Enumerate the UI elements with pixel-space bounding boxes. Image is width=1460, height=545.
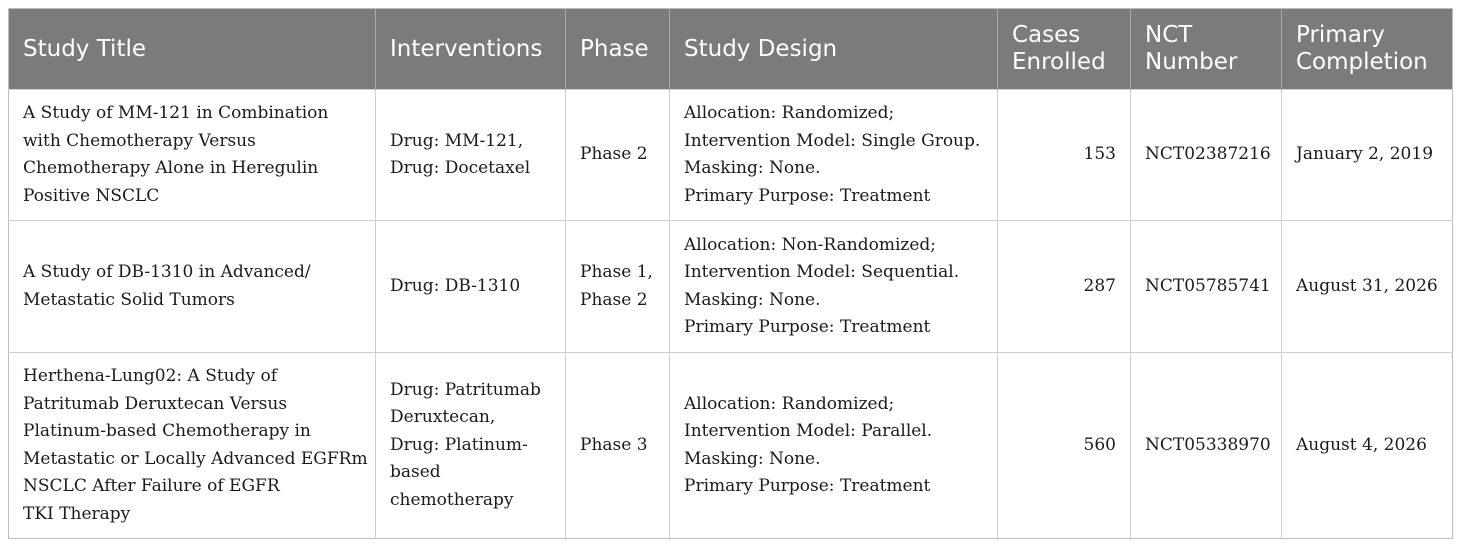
- cell-study-design: [670, 221, 998, 353]
- text-line: Masking: None.: [684, 158, 821, 178]
- text-line: Primary Purpose: Treatment: [684, 476, 931, 496]
- header-nct-number: [1131, 9, 1282, 90]
- text-line: Positive NSCLC: [23, 185, 160, 206]
- header-row: [9, 9, 1453, 90]
- text-line: Drug: Patritumab: [390, 379, 541, 400]
- header-primary-completion: [1282, 9, 1453, 90]
- text-line: Allocation: Randomized;: [684, 103, 895, 123]
- header-cases-enrolled-line: Enrolled: [1012, 49, 1106, 75]
- text-line: Masking: None.: [684, 289, 821, 310]
- header-primary-completion-line: Completion: [1296, 49, 1428, 75]
- cell-phase: [566, 221, 670, 353]
- text-line: Masking: None.: [684, 448, 821, 469]
- cell-interventions: [376, 90, 566, 221]
- table-row: [9, 221, 1453, 353]
- header-nct-number-line: NCT: [1145, 22, 1193, 48]
- clinical-trials-table: [8, 8, 1453, 539]
- cell-cases-enrolled: 153: [998, 90, 1131, 221]
- text-line: Platinum-based Chemotherapy in: [23, 421, 311, 441]
- header-study-design: Study Design: [670, 9, 998, 90]
- text-line: Primary Purpose: Treatment: [684, 317, 931, 337]
- cell-primary-completion: August 4, 2026: [1282, 353, 1453, 539]
- cell-nct-number: NCT05785741: [1131, 221, 1282, 353]
- cell-primary-completion: August 31, 2026: [1282, 221, 1453, 353]
- text-line: TKI Therapy: [23, 503, 131, 524]
- text-line: Drug: Docetaxel: [390, 158, 531, 178]
- text-line: Phase 3: [580, 434, 648, 455]
- header-cases-enrolled-line: Cases: [1012, 22, 1081, 48]
- text-line: Phase 2: [580, 289, 648, 310]
- text-line: Phase 1,: [580, 262, 653, 282]
- text-line: Patritumab Deruxtecan Versus: [23, 393, 288, 414]
- header-primary-completion-line: Primary: [1296, 22, 1385, 48]
- text-line: Chemotherapy Alone in Heregulin: [23, 158, 319, 178]
- text-line: Allocation: Randomized;: [684, 393, 895, 414]
- header-nct-number-line: Number: [1145, 49, 1238, 75]
- text-line: Intervention Model: Single Group.: [684, 130, 981, 151]
- cell-phase: [566, 353, 670, 539]
- text-line: A Study of MM-121 in Combination: [23, 103, 329, 123]
- cell-study-title: [9, 90, 376, 221]
- text-line: with Chemotherapy Versus: [23, 130, 256, 151]
- cell-primary-completion: January 2, 2019: [1282, 90, 1453, 221]
- table-row: [9, 90, 1453, 221]
- cell-interventions: [376, 353, 566, 539]
- text-line: Intervention Model: Sequential.: [684, 262, 960, 282]
- text-line: Allocation: Non-Randomized;: [684, 234, 937, 255]
- text-line: Herthena-Lung02: A Study of: [23, 366, 278, 386]
- text-line: Drug: DB-1310: [390, 275, 521, 296]
- header-phase: Phase: [566, 9, 670, 90]
- header-interventions: Interventions: [376, 9, 566, 90]
- header-cases-enrolled: [998, 9, 1131, 90]
- text-line: Drug: MM-121,: [390, 130, 524, 151]
- table-row: [9, 353, 1453, 539]
- cell-phase: [566, 90, 670, 221]
- text-line: based: [390, 462, 441, 483]
- cell-study-design: [670, 353, 998, 539]
- header-study-title: Study Title: [9, 9, 376, 90]
- text-line: Intervention Model: Parallel.: [684, 421, 933, 441]
- cell-study-design: [670, 90, 998, 221]
- text-line: Primary Purpose: Treatment: [684, 185, 931, 206]
- text-line: Deruxtecan,: [390, 407, 496, 428]
- cell-cases-enrolled: 560: [998, 353, 1131, 539]
- text-line: NSCLC After Failure of EGFR: [23, 476, 280, 496]
- text-line: Metastatic or Locally Advanced EGFRm: [23, 448, 368, 469]
- cell-nct-number: NCT05338970: [1131, 353, 1282, 539]
- text-line: Drug: Platinum-: [390, 434, 528, 455]
- cell-study-title: [9, 221, 376, 353]
- cell-nct-number: NCT02387216: [1131, 90, 1282, 221]
- cell-interventions: [376, 221, 566, 353]
- text-line: Phase 2: [580, 144, 648, 165]
- cell-cases-enrolled: 287: [998, 221, 1131, 353]
- text-line: Metastatic Solid Tumors: [23, 289, 235, 310]
- cell-study-title: [9, 353, 376, 539]
- text-line: A Study of DB-1310 in Advanced/: [23, 262, 311, 282]
- text-line: chemotherapy: [390, 489, 514, 510]
